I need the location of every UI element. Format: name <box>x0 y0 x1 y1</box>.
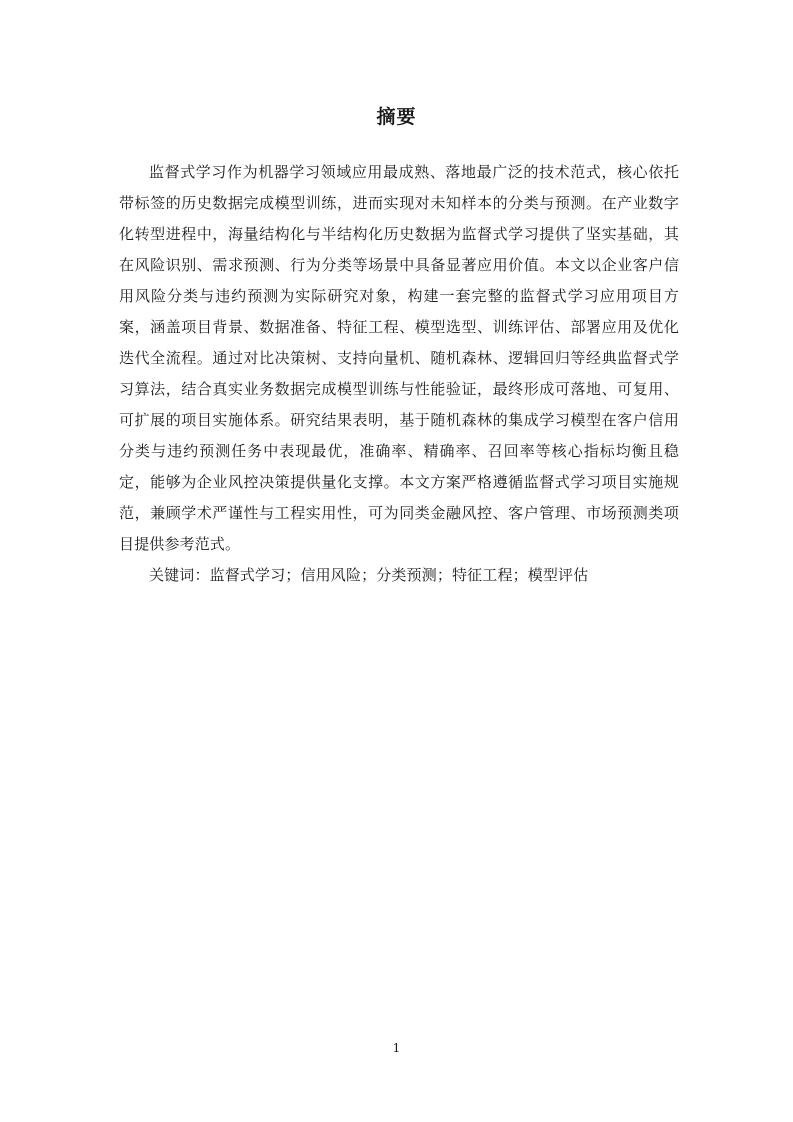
page-title: 摘要 <box>376 106 417 128</box>
abstract-paragraph: 监督式学习作为机器学习领域应用最成熟、落地最广泛的技术范式，核心依托带标签的历史数据完成模型训练，进而实现对未知样本的分类与预测。在产业数字化转型进程中，海量结构化与半结构化历史数据为监督式学习提供了坚实基础，其在风险识别、需求预测、行为分类等场景中具备显著应用价值。本文以企业客户信用风险分类与违约预测为实际研究对象，构建一套完整的监督式学习应用项目方案，涵盖项目背景、数据准备、特征工程、模型选型、训练评估、部署应用及优化迭代全流程。通过对比决策树、支持向量机、随机森林、逻辑回归等经典监督式学习算法，结合真实业务数据完成模型训练与性能验证，最终形成可落地、可复用、可扩展的项目实施体系。研究结果表明，基于随机森林的集成学习模型在客户信用分类与违约预测任务中表现最优，准确率、精确率、召回率等核心指标均衡且稳定，能够为企业风控决策提供量化支撑。本文方案严格遵循监督式学习项目实施规范，兼顾学术严谨性与工程实用性，可为同类金融风控、客户管理、市场预测类项目提供参考范式。 <box>119 163 679 553</box>
page-number: 1 <box>392 1041 401 1055</box>
keywords-line: 关键词：监督式学习；信用风险；分类预测；特征工程；模型评估 <box>149 566 589 584</box>
abstract-section <box>119 157 679 591</box>
